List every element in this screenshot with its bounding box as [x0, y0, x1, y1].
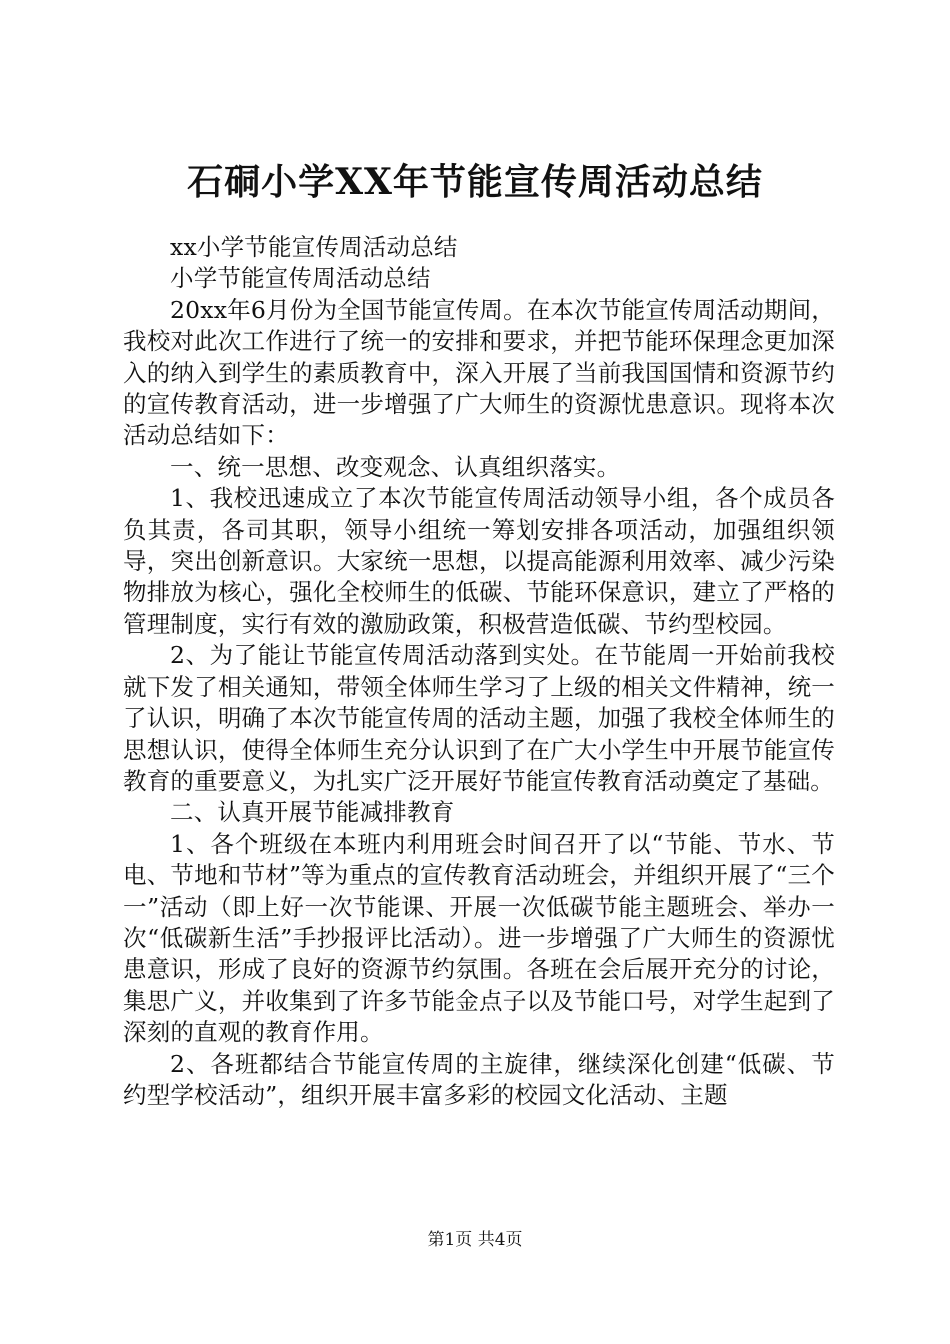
document-body	[123, 232, 835, 1111]
paragraph-section-1-item-2: 2、为了能让节能宣传周活动落到实处。在节能周一开始前我校就下发了相关通知，带领全体师生学习了上级的相关文件精神，统一了认识，明确了本次节能宣传周的活动主题，加强了我校全体师生的思想认识，使得全体师生充分认识到了在广大小学生中开展节能宣传教育的重要意义，为扎实广泛开展好节能宣传教育活动奠定了基础。	[123, 641, 835, 795]
paragraph-section-2-item-2: 2、各班都结合节能宣传周的主旋律，继续深化创建“低碳、节约型学校活动”，组织开展丰富多彩的校园文化活动、主题	[123, 1049, 835, 1109]
paragraph-subtitle-1: xx小学节能宣传周活动总结	[170, 233, 458, 261]
page-number-footer: 第1页 共4页	[427, 1230, 523, 1250]
paragraph-section-1-item-1: 1、我校迅速成立了本次节能宣传周活动领导小组，各个成员各负其责，各司其职，领导小组统一筹划安排各项活动，加强组织领导，突出创新意识。大家统一思想，以提高能源利用效率、减少污染物排放为核心，强化全校师生的低碳、节能环保意识，建立了严格的管理制度，实行有效的激励政策，积极营造低碳、节约型校园。	[123, 484, 835, 638]
paragraph-subtitle-2: 小学节能宣传周活动总结	[170, 264, 431, 293]
paragraph-intro: 20xx年6月份为全国节能宣传周。在本次节能宣传周活动期间，我校对此次工作进行了统一的安排和要求，并把节能环保理念更加深入的纳入到学生的素质教育中，深入开展了当前我国国情和资源节约的宣传教育活动，进一步增强了广大师生的资源忧患意识。现将本次活动总结如下：	[123, 295, 835, 450]
section-heading-1: 一、统一思想、改变观念、认真组织落实。	[170, 452, 621, 481]
document-title: 石硐小学XX年节能宣传周活动总结	[187, 161, 763, 203]
paragraph-section-2-item-1: 1、各个班级在本班内利用班会时间召开了以“节能、节水、节电、节地和节材”等为重点的宣传教育活动班会，并组织开展了“三个一”活动（即上好一次节能课、开展一次低碳节能主题班会、举办一次“低碳新生活”手抄报评比活动）。进一步增强了广大师生的资源忧患意识，形成了良好的资源节约氛围。各班在会后展开充分的讨论，集思广义，并收集到了许多节能金点子以及节能口号，对学生起到了深刻的直观的教育作用。	[123, 829, 835, 1047]
section-heading-2: 二、认真开展节能减排教育	[170, 798, 455, 827]
